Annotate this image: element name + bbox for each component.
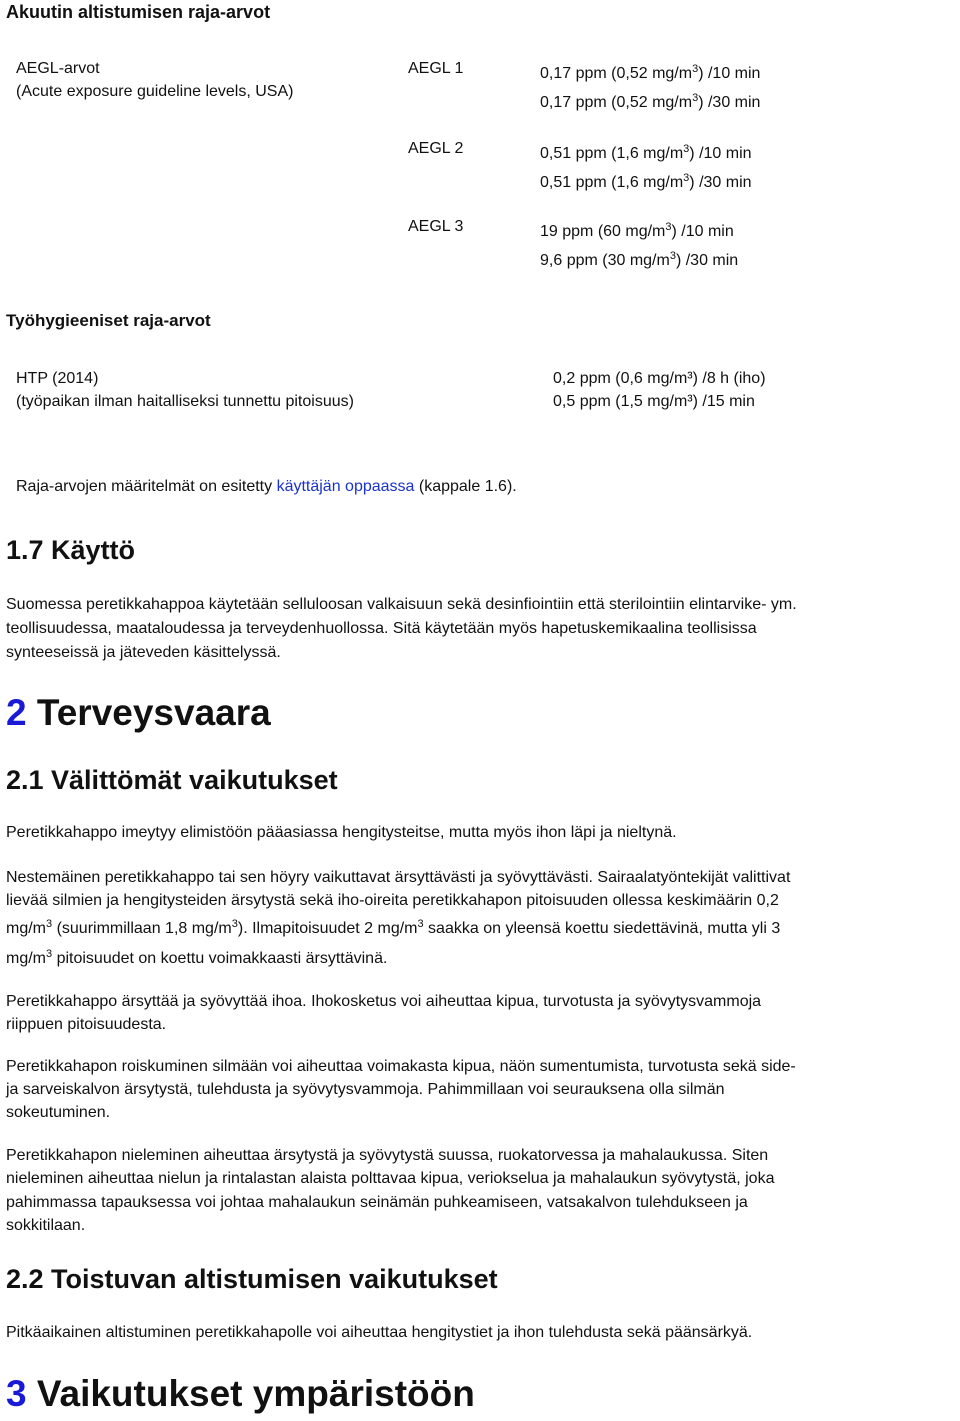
section-2-1-paragraph-4-line-1: Peretikkahapon roiskuminen silmään voi aiheuttaa voimakasta kipua, näön sumentumista, turvotusta sekä side- xyxy=(6,1058,796,1075)
htp-label-description: (työpaikan ilman haitalliseksi tunnettu pitoisuus) xyxy=(16,393,354,410)
definitions-note: Raja-arvojen määritelmät on esitetty käyttäjän oppaassa (kappale 1.6). xyxy=(16,478,517,495)
aegl-3-value-30min: 9,6 ppm (30 $mg/m^3$) /30 min xyxy=(540,250,739,269)
htp-value-8h: 0,2 ppm (0,6 mg/m³) /8 h (iho) xyxy=(553,370,766,387)
section-1-7-line-1: Suomessa peretikkahappoa käytetään selluloosan valkaisuun sekä desinfiointiin että sterilointiin elintarvike- ym. xyxy=(6,596,797,613)
acute-limits-heading: Akuutin altistumisen raja-arvot xyxy=(6,2,271,22)
aegl-2-name: AEGL 2 xyxy=(408,140,464,157)
aegl-3-name: AEGL 3 xyxy=(408,218,464,235)
section-1-7-line-2: teollisuudessa, maataloudessa ja terveydenhuollossa. Sitä käytetään myös hapetuskemikaalina teollisissa xyxy=(6,620,757,637)
aegl-label-description: (Acute exposure guideline levels, USA) xyxy=(16,83,294,100)
aegl-label: AEGL-arvot xyxy=(16,60,100,77)
section-1-7-heading: 1.7 Käyttö xyxy=(6,535,136,565)
section-2-1-heading: 2.1 Välittömät vaikutukset xyxy=(6,765,338,795)
aegl-1-name: AEGL 1 xyxy=(408,60,464,77)
section-1-7-line-3: synteeseissä ja jäteveden käsittelyssä. xyxy=(6,644,281,661)
htp-value-15min: 0,5 ppm (1,5 mg/m³) /15 min xyxy=(553,393,755,410)
section-2-1-paragraph-2-line-4: $mg/m^3$ pitoisuudet on koettu voimakkaasti ärsyttävinä. xyxy=(6,948,388,967)
section-2-1-paragraph-2-line-2: lievää silmien ja hengitysteiden ärsytystä sekä iho-oireita peretikkahapon pitoisuuden ollessa keskimäärin 0,2 xyxy=(6,892,779,909)
section-2-1-paragraph-1: Peretikkahappo imeytyy elimistöön pääasiassa hengitysteitse, mutta myös ihon läpi ja nieltynä. xyxy=(6,824,677,841)
htp-label: HTP (2014) xyxy=(16,370,99,387)
section-2-2-heading: 2.2 Toistuvan altistumisen vaikutukset xyxy=(6,1264,498,1294)
section-2-1-paragraph-5-line-3: pahimmassa tapauksessa voi johtaa mahalaukun seinämän puhkeamiseen, vatsakalvon tulehdukseen ja xyxy=(6,1194,748,1211)
section-2-1-paragraph-5-line-2: nieleminen aiheuttaa nielun ja rintalastan alaista polttavaa kipua, veriokselua ja mahalaukun syövytystä, joka xyxy=(6,1170,775,1187)
section-2-1-paragraph-3-line-2: riippuen pitoisuudesta. xyxy=(6,1016,167,1033)
aegl-1-value-10min: 0,17 ppm (0,52 $mg/m^3$) /10 min xyxy=(540,63,761,82)
aegl-1-value-30min: 0,17 ppm (0,52 $mg/m^3$) /30 min xyxy=(540,92,761,111)
section-2-1-paragraph-3-line-1: Peretikkahappo ärsyttää ja syövyttää ihoa. Ihokosketus voi aiheuttaa kipua, turvotusta ja syövytysvammoja xyxy=(6,993,762,1010)
section-3-heading: 3 Vaikutukset ympäristöön xyxy=(6,1373,475,1414)
section-2-1-paragraph-2-line-1: Nestemäinen peretikkahappo tai sen höyry vaikuttavat ärsyttävästi ja syövyttävästi. Sairaalatyöntekijät valittivat xyxy=(6,869,791,886)
aegl-2-value-30min: 0,51 ppm (1,6 $mg/m^3$) /30 min xyxy=(540,172,752,191)
occupational-limits-heading: Työhygieeniset raja-arvot xyxy=(6,311,211,330)
aegl-2-value-10min: 0,51 ppm (1,6 $mg/m^3$) /10 min xyxy=(540,143,752,162)
section-2-1-paragraph-4-line-3: sokeutuminen. xyxy=(6,1104,111,1121)
section-2-heading: 2 Terveysvaara xyxy=(6,692,271,733)
section-2-1-paragraph-2-line-3: $mg/m^3$ (suurimmillaan 1,8 $mg/m^3$). Ilmapitoisuudet 2 $mg/m^3$ saakka on yleensä koettu siedettävinä, mutta yli 3 xyxy=(6,918,781,937)
section-2-1-paragraph-5-line-1: Peretikkahapon nieleminen aiheuttaa ärsytystä ja syövytystä suussa, ruokatorvessa ja mahalaukussa. Siten xyxy=(6,1147,769,1164)
section-2-1-paragraph-5-line-4: sokkitilaan. xyxy=(6,1217,86,1234)
section-2-1-paragraph-4-line-2: ja sarveiskalvon ärsytystä, tulehdusta ja syövytysvammoja. Pahimmillaan voi seurauksena olla silmän xyxy=(6,1081,725,1098)
user-guide-link[interactable]: käyttäjän oppaassa xyxy=(276,478,415,495)
aegl-3-value-10min: 19 ppm (60 $mg/m^3$) /10 min xyxy=(540,221,734,240)
section-2-2-paragraph-1: Pitkäaikainen altistuminen peretikkahapolle voi aiheuttaa hengitystiet ja ihon tulehdusta sekä päänsärkyä. xyxy=(6,1324,753,1341)
